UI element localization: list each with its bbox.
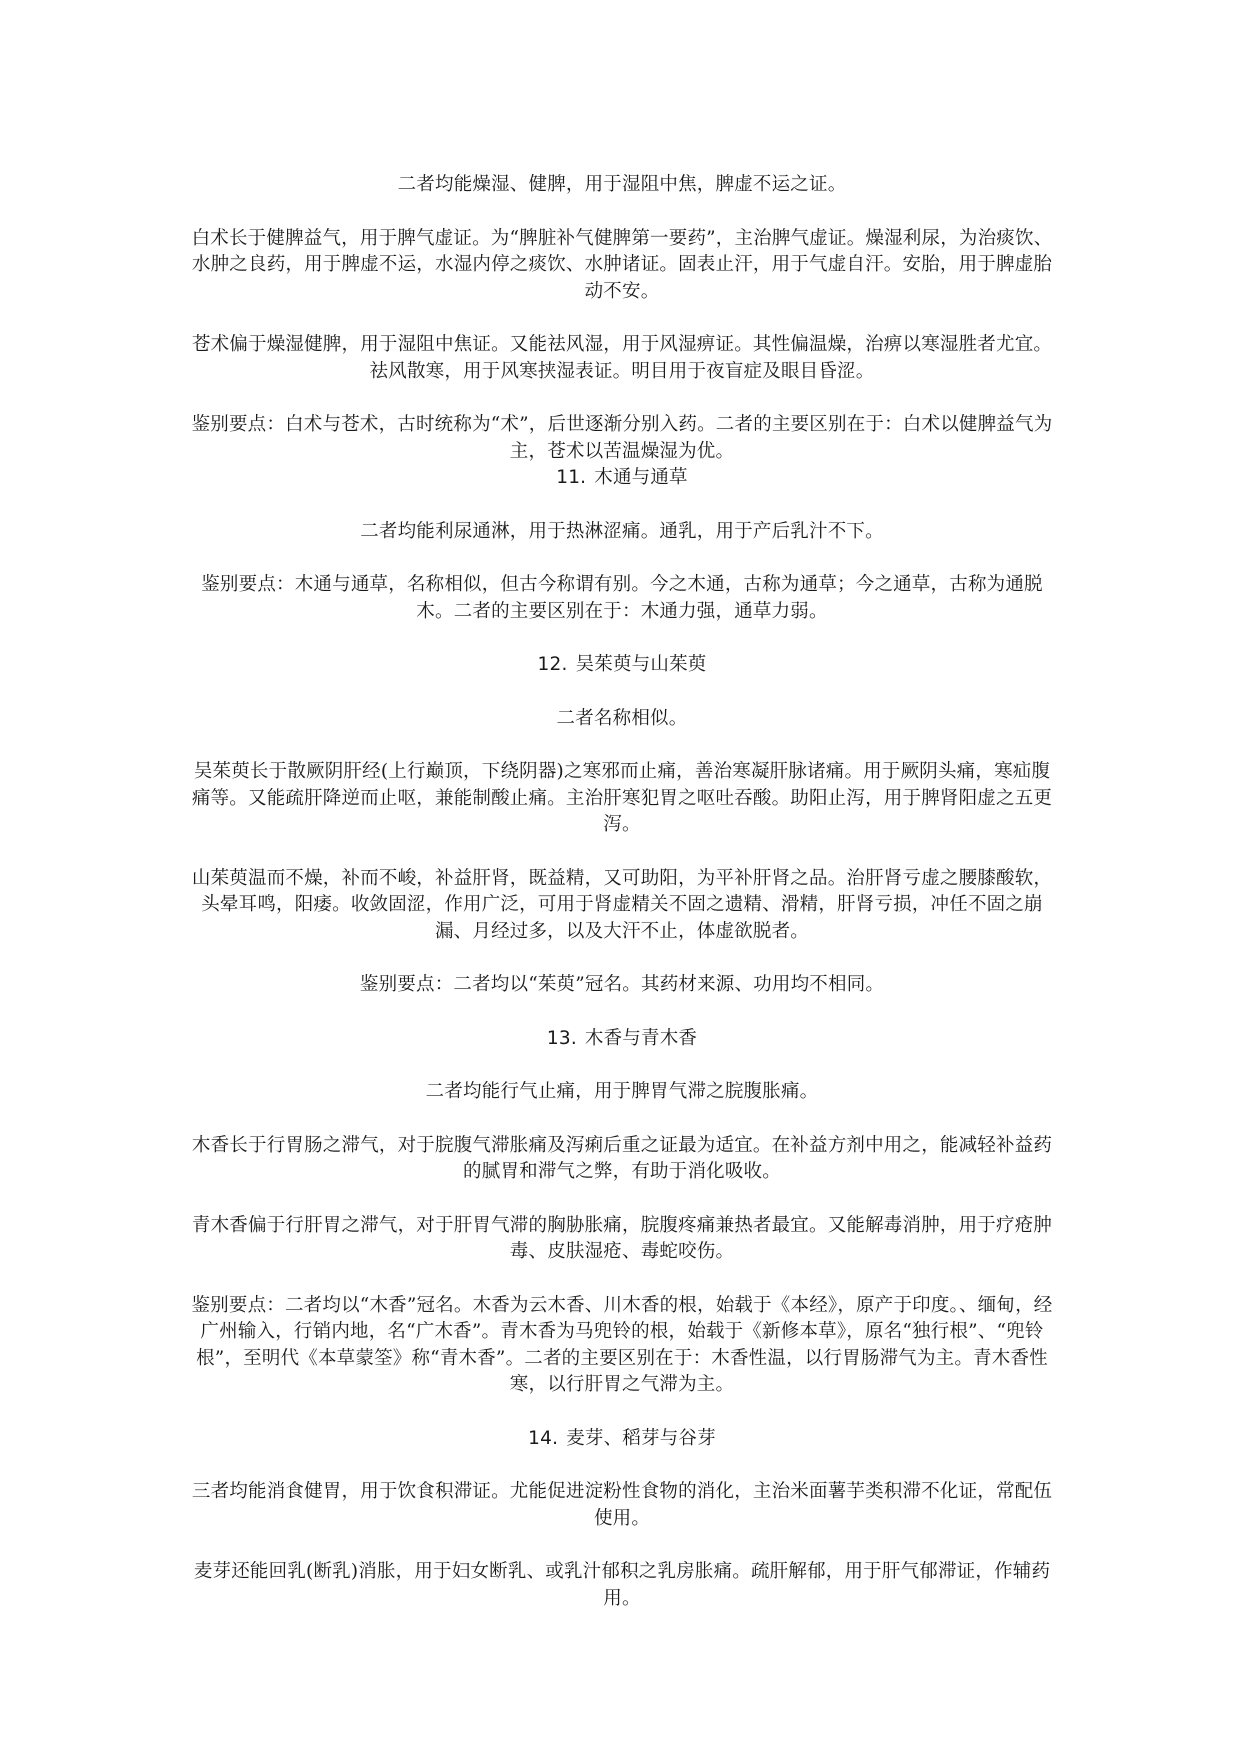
paragraph: 吴茱萸长于散厥阴肝经(上行巅顶，下绕阴器)之寒邪而止痛，善治寒凝肝脉诸痛。用于厥阴头痛，寒疝腹痛等。又能疏肝降逆而止呕，兼能制酸止痛。主治肝寒犯胃之呕吐吞酸。助阳止泻，用于脾肾阳虚之五更泻。	[191, 761, 1053, 835]
paragraph: 三者均能消食健胃，用于饮食积滞证。尤能促进淀粉性食物的消化，主治米面薯芋类积滞不化证，常配伍使用。	[191, 1481, 1053, 1529]
paragraph: 苍术偏于燥湿健脾，用于湿阻中焦证。又能祛风湿，用于风湿痹证。其性偏温燥，治痹以寒湿胜者尤宜。祛风散寒，用于风寒挟湿表证。明目用于夜盲症及眼目昏涩。	[191, 334, 1053, 382]
paragraph: 山茱萸温而不燥，补而不峻，补益肝肾，既益精，又可助阳，为平补肝肾之品。治肝肾亏虚之腰膝酸软，头晕耳鸣，阳痿。收敛固涩，作用广泛，可用于肾虚精关不固之遗精、滑精，肝肾亏损，冲任不固之崩漏、月经过多，以及大汗不止，体虚欲脱者。	[191, 867, 1053, 942]
paragraph: 二者均能利尿通淋，用于热淋涩痛。通乳，用于产后乳汁不下。	[360, 520, 884, 542]
section-number: 11.	[556, 467, 587, 488]
paragraph: 木香长于行胃肠之滞气，对于脘腹气滞胀痛及泻痢后重之证最为适宜。在补益方剂中用之，能减轻补益药的腻胃和滞气之弊，有助于消化吸收。	[191, 1134, 1053, 1182]
paragraph: 二者均能行气止痛，用于脾胃气滞之脘腹胀痛。	[425, 1081, 819, 1102]
paragraph: 麦芽还能回乳(断乳)消胀，用于妇女断乳、或乳汁郁积之乳房胀痛。疏肝解郁，用于肝气郁滞证，作辅药用。	[193, 1561, 1051, 1609]
paragraph: 二者均能燥湿、健脾，用于湿阻中焦，脾虚不运之证。	[397, 174, 847, 195]
section-heading	[188, 1026, 1056, 1053]
paragraph: 鉴别要点：白术与苍术，古时统称为“术”，后世逐渐分别入药。二者的主要区别在于：白术以健脾益气为主，苍术以苦温燥湿为优。	[191, 414, 1053, 462]
section-number: 12.	[537, 654, 568, 675]
paragraph: 鉴别要点：二者均以“茱萸”冠名。其药材来源、功用均不相同。	[359, 974, 885, 995]
paragraph: 白术长于健脾益气，用于脾气虚证。为“脾脏补气健脾第一要药”，主治脾气虚证。燥湿利尿，为治痰饮、水肿之良药，用于脾虚不运，水湿内停之痰饮、水肿诸证。固表止汗，用于气虚自汗。安胎，用于脾虚胎动不安。	[191, 227, 1053, 302]
paragraph: 鉴别要点：木通与通草，名称相似，但古今称谓有别。今之木通，古称为通草；今之通草，古称为通脱木。二者的主要区别在于：木通力强，通草力弱。	[201, 574, 1043, 622]
section-title: 木香与青木香	[584, 1027, 698, 1049]
section-number: 13.	[546, 1027, 577, 1049]
paragraph: 鉴别要点：二者均以“木香”冠名。木香为云木香、川木香的根，始载于《本经》，原产于印度。、缅甸，经广州输入，行销内地，名“广木香”。青木香为马兜铃的根，始载于《新修本草》，原名“独行根”、“兜铃根”，至明代《本草蒙筌》称“青木香”。二者的主要区别在于：木香性温，以行胃肠滞气为主。青木香性寒，以行肝胃之气滞为主。	[191, 1294, 1053, 1395]
section-heading	[188, 652, 1056, 679]
section-heading	[188, 1426, 1056, 1453]
section-number: 14.	[528, 1427, 559, 1449]
section-heading	[188, 465, 1056, 492]
section-title: 木通与通草	[594, 467, 688, 488]
document-body	[188, 172, 1056, 1612]
paragraph: 二者名称相似。	[556, 707, 688, 729]
section-title: 麦芽、稻芽与谷芽	[566, 1427, 716, 1449]
section-title: 吴茱萸与山茱萸	[575, 654, 707, 675]
paragraph: 青木香偏于行肝胃之滞气，对于肝胃气滞的胸胁胀痛，脘腹疼痛兼热者最宜。又能解毒消肿，用于疗疮肿毒、皮肤湿疮、毒蛇咬伤。	[191, 1214, 1053, 1262]
